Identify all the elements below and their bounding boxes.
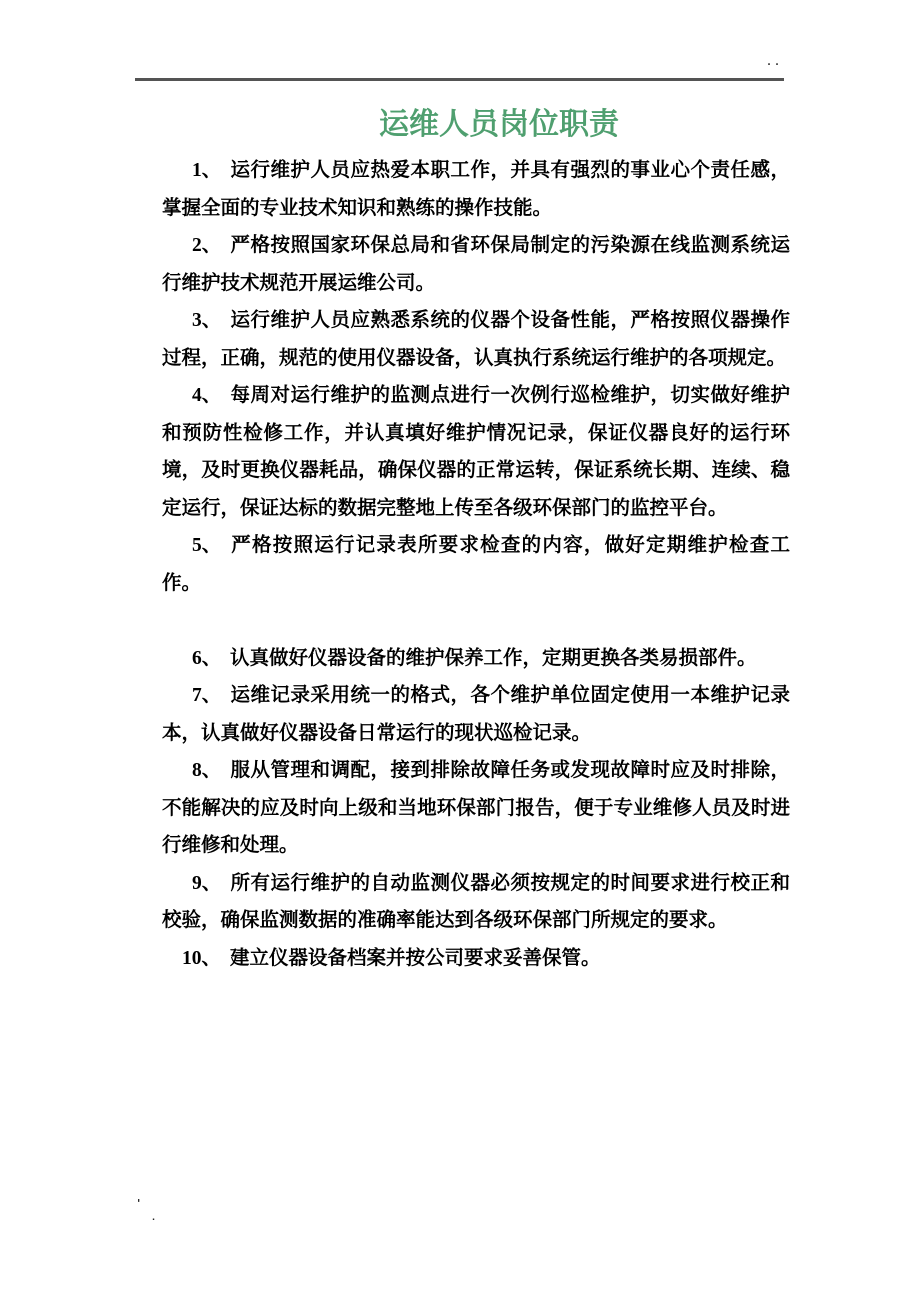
- header-rule: [135, 78, 784, 81]
- list-item-text: 服从管理和调配，接到排除故障任务或发现故障时应及时排除，不能解决的应及时向上级和当地环保部门报告，便于专业维修人员及时进行维修和处理。: [162, 760, 790, 856]
- list-item-text: 运维记录采用统一的格式，各个维护单位固定使用一本维护记录本，认真做好仪器设备日常运行的现状巡检记录。: [162, 685, 790, 744]
- document-title: 运维人员岗位职责: [379, 108, 619, 141]
- list-item-number: 1、: [192, 160, 222, 181]
- stray-mark: ': [137, 1197, 141, 1210]
- list-item: [162, 640, 790, 678]
- document-body: [162, 152, 790, 977]
- list-item-text: 严格按照运行记录表所要求检查的内容，做好定期维护检查工作。: [162, 535, 790, 594]
- header-corner-mark: ..: [766, 57, 783, 68]
- stray-mark: .: [152, 1213, 156, 1222]
- list-item-number: 4、: [192, 385, 222, 406]
- list-item-text: 严格按照国家环保总局和省环保局制定的污染源在线监测系统运行维护技术规范开展运维公司。: [162, 235, 790, 294]
- list-item-number: 2、: [192, 235, 222, 256]
- list-item-text: 认真做好仪器设备的维护保养工作，定期更换各类易损部件。: [230, 647, 757, 669]
- list-item: [162, 940, 790, 978]
- list-item-number: 6、: [192, 647, 222, 669]
- list-item: [162, 302, 790, 377]
- list-item-text: 所有运行维护的自动监测仪器必须按规定的时间要求进行校正和校验，确保监测数据的准确率能达到各级环保部门所规定的要求。: [162, 872, 790, 931]
- list-item-number: 10、: [182, 947, 222, 969]
- list-item: [162, 677, 790, 752]
- list-item: [162, 152, 790, 227]
- list-item: [162, 227, 790, 302]
- list-item-text: 建立仪器设备档案并按公司要求妥善保管。: [230, 947, 601, 969]
- list-item-number: 7、: [192, 685, 222, 706]
- list-item-text: 运行维护人员应熟悉系统的仪器个设备性能，严格按照仪器操作过程，正确，规范的使用仪器设备，认真执行系统运行维护的各项规定。: [162, 310, 790, 369]
- list-item: [162, 752, 790, 865]
- list-item-text: 每周对运行维护的监测点进行一次例行巡检维护，切实做好维护和预防性检修工作，并认真填好维护情况记录，保证仪器良好的运行环境，及时更换仪器耗品，确保仪器的正常运转，保证系统长期、连续、稳定运行，保证达标的数据完整地上传至各级环保部门的监控平台。: [162, 385, 790, 519]
- list-item-text: 运行维护人员应热爱本职工作，并具有强烈的事业心个责任感，掌握全面的专业技术知识和熟练的操作技能。: [162, 160, 790, 219]
- list-item-number: 9、: [192, 872, 222, 894]
- list-item: [162, 527, 790, 602]
- list-item-number: 5、: [192, 535, 222, 556]
- list-item: [162, 377, 790, 527]
- list-item: [162, 865, 790, 940]
- list-item-number: 3、: [192, 310, 222, 331]
- list-item-number: 8、: [192, 760, 222, 781]
